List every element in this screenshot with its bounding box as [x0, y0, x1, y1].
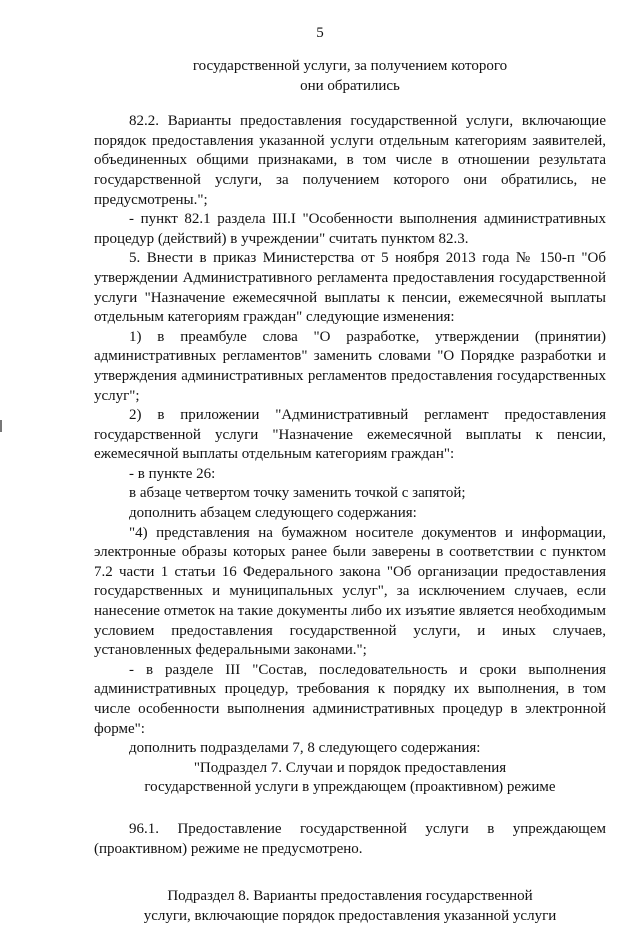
subsection-7-title-line-2: государственной услуги в упреждающем (проактивном) режиме — [144, 779, 556, 796]
paragraph-82-1-rename: - пункт 82.1 раздела III.I "Особенности выполнения административных процедур (действий) в учреждении" считать пунктом 82.3. — [94, 211, 606, 247]
paragraph-point-26: - в пункте 26: — [129, 465, 216, 482]
paragraph-quote-4: "4) представления на бумажном носителе документов и информации, электронные образы которых ранее были заверены в соответствии с пунктом 7.2 части 1 статьи 16 Федерального закона "Об организации предоставления государственных и муниципальных услуг", за исключением случаев, если нанесение отметок на такие документы либо их изъятие является необходимым условием предоставления государственной услуги, и иных случаев, установленных федеральными законами."; — [94, 524, 606, 659]
heading-line-2: они обратились — [300, 77, 400, 94]
paragraph-abzac-4: в абзаце четвертом точку заменить точкой с запятой; — [129, 485, 466, 502]
paragraph-add-subsections: дополнить подразделами 7, 8 следующего содержания: — [129, 740, 481, 757]
paragraph-item-5-2: 2) в приложении "Административный регламент предоставления государственной услуги "Назначение ежемесячной выплаты к пенсии, ежемесячной выплаты отдельным категориям граждан": — [94, 407, 606, 463]
document-body — [94, 57, 606, 926]
paragraph-82-2: 82.2. Варианты предоставления государственной услуги, включающие порядок предоставления указанной услуги отдельным категориям заявителей, объединенных общими признаками, в том числе в отношении результата государственной услуги, за получением которого они обратились, не предусмотрены."; — [94, 113, 606, 208]
paragraph-item-5-1: 1) в преамбуле слова "О разработке, утверждении (принятии) административных регламентов" заменить словами "О Порядке разработки и утверждения административных регламентов предоставления государственных услуг"; — [94, 328, 606, 404]
margin-mark — [0, 420, 2, 432]
paragraph-96-1: 96.1. Предоставление государственной услуги в упреждающем (проактивном) режиме не предусмотрено. — [94, 820, 606, 857]
subsection-8-title-line-1: Подраздел 8. Варианты предоставления государственной — [167, 888, 533, 905]
subsection-8-title-line-2: услуги, включающие порядок предоставления указанной услуги — [143, 907, 557, 924]
paragraph-section-3: - в разделе III "Состав, последовательность и сроки выполнения административных процедур, требования к порядку их выполнения, в том числе особенности выполнения административных процедур в электронной форме": — [94, 661, 606, 737]
subsection-7-title-line-1: "Подраздел 7. Случаи и порядок предоставления — [193, 759, 507, 776]
paragraph-item-5: 5. Внести в приказ Министерства от 5 ноября 2013 года № 150-п "Об утверждении Административного регламента предоставления государственной услуги "Назначение ежемесячной выплаты к пенсии, ежемесячной выплаты отдельным категориям граждан" следующие изменения: — [94, 250, 606, 326]
heading-line-1: государственной услуги, за получением которого — [192, 58, 508, 74]
page-number: 5 — [316, 25, 324, 41]
paragraph-add-abzac: дополнить абзацем следующего содержания: — [129, 505, 417, 522]
